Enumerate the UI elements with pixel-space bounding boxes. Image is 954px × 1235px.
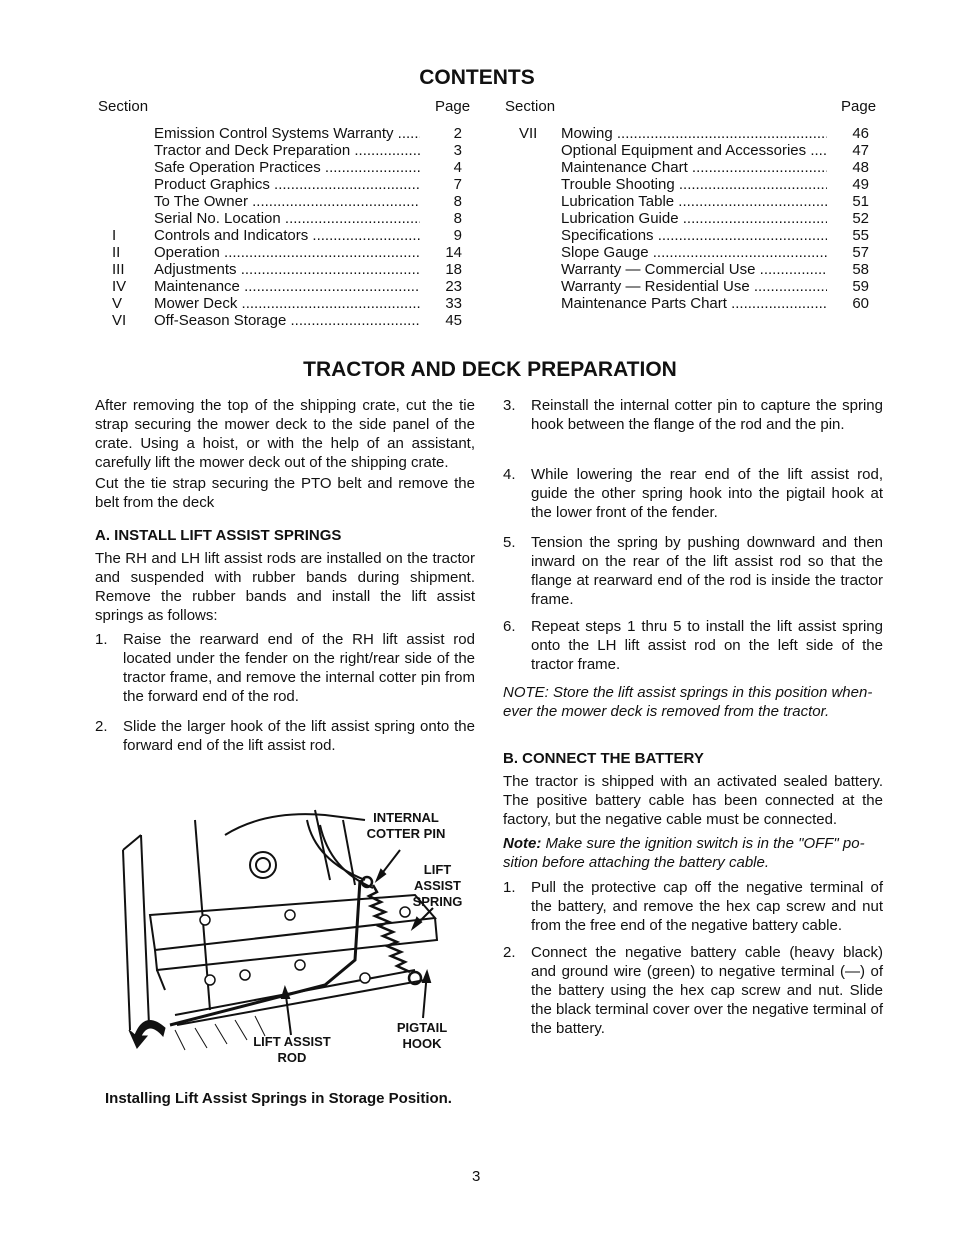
step-number: 2.: [503, 944, 516, 961]
toc-section-title: Specifications .....: [561, 227, 827, 244]
step-text: Repeat steps 1 thru 5 to install the lift assist spring onto the LH lift assist rod on the left side of the tractor frame.: [531, 618, 883, 673]
toc-section-title: Lubrication Table .....: [561, 193, 827, 210]
toc-section-title: Warranty — Commercial Use .....: [561, 261, 827, 278]
label-pigtail-hook: PIGTAIL HOOK: [396, 1020, 448, 1051]
toc-entry: [112, 159, 472, 176]
step-text: While lowering the rear end of the lift assist rod, guide the other spring hook into the pigtail hook at the lower front of the fender.: [531, 466, 883, 521]
step-number: 3.: [503, 397, 516, 414]
storage-note: NOTE: Store the lift assist springs in this position when-ever the mower deck is removed from the tractor.: [503, 684, 873, 720]
toc-section-title: Mowing .....: [561, 125, 827, 142]
toc-section-title: Maintenance Parts Chart .....: [561, 295, 827, 312]
toc-entry: [112, 142, 472, 159]
contents-title: CONTENTS: [419, 66, 535, 89]
step-text: Tension the spring by pushing downward and then inward on the rear of the lift assist rod so that the flange at rearward end of the rod is inside the tractor frame.: [531, 534, 883, 608]
toc-entry: [519, 227, 879, 244]
toc-section-number: II: [112, 244, 121, 261]
step-text: Connect the negative battery cable (heavy black) and ground wire (green) to negative terminal (—) of the battery using the hex cap screw and nut. Slide the black terminal cover over the negative terminal of the battery.: [531, 944, 883, 1037]
toc-entry: [519, 142, 879, 159]
label-lift-assist-rod: LIFT ASSIST ROD: [253, 1034, 331, 1065]
toc-page-number: 51: [852, 193, 869, 210]
step-text: Pull the protective cap off the negative terminal of the battery, and remove the hex cap screw and nut from the free end of the negative battery cable.: [531, 879, 883, 934]
page-number: 3: [472, 1168, 481, 1185]
prep-title: TRACTOR AND DECK PREPARATION: [303, 358, 677, 381]
intro-paragraph-1: After removing the top of the shipping crate, cut the tie strap securing the mower deck to the side panel of the crate. Using a hoist, or with the help of an assistant, carefully lift the mower deck out of the shipping crate.: [95, 397, 475, 471]
toc-section-title: Controls and Indicators .....: [154, 227, 420, 244]
figure-caption: Installing Lift Assist Springs in Storage Position.: [105, 1090, 452, 1107]
toc-entry: [112, 312, 472, 329]
toc-entry: [112, 244, 472, 261]
toc-section-title: Optional Equipment and Accessories .....: [561, 142, 827, 159]
section-a-intro: The RH and LH lift assist rods are installed on the tractor and suspended with rubber bands during shipment. Remove the rubber bands and install the lift assist springs as follows:: [95, 550, 475, 624]
toc-page-number: 33: [445, 295, 462, 312]
toc-entry: [112, 176, 472, 193]
toc-entry: [519, 244, 879, 261]
toc-section-title: To The Owner .....: [154, 193, 420, 210]
toc-section-title: Maintenance Chart .....: [561, 159, 827, 176]
toc-section-number: V: [112, 295, 123, 312]
toc-section-title: Slope Gauge .....: [561, 244, 827, 261]
toc-page-number: 55: [852, 227, 869, 244]
toc-entry: [519, 295, 879, 312]
toc-section-number: IV: [112, 278, 127, 295]
intro-paragraph-2: Cut the tie strap securing the PTO belt and remove the belt from the deck: [95, 475, 475, 511]
toc-page-number: 23: [445, 278, 462, 295]
toc-page-number: 2: [453, 125, 462, 142]
toc-section-title: Operation .....: [154, 244, 420, 261]
toc-page-number: 45: [445, 312, 462, 329]
toc-section-title: Adjustments .....: [154, 261, 420, 278]
toc-page-number: 49: [852, 176, 869, 193]
toc-page-number: 57: [852, 244, 869, 261]
toc-page-number: 7: [453, 176, 462, 193]
toc-page-number: 58: [852, 261, 869, 278]
label-lift-assist-spring: LIFT ASSIST SPRING: [412, 862, 463, 909]
toc-page-number: 48: [852, 159, 869, 176]
rotate-arrow-icon: [129, 1020, 165, 1048]
toc-page-number: 14: [445, 244, 462, 261]
toc-entry: [519, 125, 879, 142]
toc-page-number: 8: [453, 193, 462, 210]
toc-entry: [112, 261, 472, 278]
toc-entry: [112, 295, 472, 312]
toc-page-number: 46: [852, 125, 869, 142]
toc-section-title: Trouble Shooting .....: [561, 176, 827, 193]
toc-entry: [519, 193, 879, 210]
toc-left-section-label: Section: [98, 98, 149, 115]
toc-section-number: VI: [112, 312, 127, 329]
toc-section-title: Serial No. Location .....: [154, 210, 420, 227]
toc-page-number: 60: [852, 295, 869, 312]
toc-section-title: Product Graphics .....: [154, 176, 420, 193]
ignition-note: [503, 834, 883, 872]
toc-entry: [112, 278, 472, 295]
section-a-heading: A. INSTALL LIFT ASSIST SPRINGS: [95, 527, 342, 544]
toc-section-title: Warranty — Residential Use .....: [561, 278, 827, 295]
toc-entry: [112, 210, 472, 227]
step-text: Slide the larger hook of the lift assist spring onto the forward end of the lift assist rod.: [123, 718, 475, 754]
toc-page-number: 9: [453, 227, 462, 244]
toc-entry: [112, 227, 472, 244]
step-text: Raise the rearward end of the RH lift assist rod located under the fender on the right/rear side of the tractor frame, and remove the internal cotter pin from the forward end of the rod.: [123, 631, 475, 705]
toc-entry: [112, 193, 472, 210]
note-label: Note:: [503, 835, 542, 852]
toc-right-page-label: Page: [841, 98, 877, 115]
toc-entry: [519, 210, 879, 227]
toc-section-title: Safe Operation Practices .....: [154, 159, 420, 176]
toc-section-number: I: [112, 227, 117, 244]
toc-section-title: Lubrication Guide .....: [561, 210, 827, 227]
section-b-heading: B. CONNECT THE BATTERY: [503, 750, 704, 767]
toc-section-title: Emission Control Systems Warranty .....: [154, 125, 420, 142]
toc-page-number: 8: [453, 210, 462, 227]
step-number: 1.: [95, 631, 108, 648]
toc-section-number: III: [112, 261, 125, 278]
step-number: 5.: [503, 534, 516, 551]
step-number: 6.: [503, 618, 516, 635]
toc-page-number: 18: [445, 261, 462, 278]
step-number: 1.: [503, 879, 516, 896]
toc-section-title: Off-Season Storage .....: [154, 312, 420, 329]
section-b-intro: The tractor is shipped with an activated sealed battery. The positive battery cable has been connected at the factory, but the negative cable must be connected.: [503, 773, 883, 828]
toc-entry: [519, 278, 879, 295]
toc-entry: [112, 125, 472, 142]
toc-page-number: 59: [852, 278, 869, 295]
toc-page-number: 47: [852, 142, 869, 159]
toc-page-number: 4: [453, 159, 462, 176]
label-internal-cotter-pin: INTERNAL COTTER PIN: [366, 810, 446, 841]
toc-section-title: Maintenance .....: [154, 278, 420, 295]
toc-entry: [519, 261, 879, 278]
toc-section-title: Tractor and Deck Preparation .....: [154, 142, 420, 159]
toc-page-number: 52: [852, 210, 869, 227]
step-text: Reinstall the internal cotter pin to capture the spring hook between the flange of the rod and the pin.: [531, 397, 883, 433]
toc-right-section-label: Section: [505, 98, 556, 115]
toc-section-number: VII: [519, 125, 538, 142]
toc-right-column: [519, 125, 879, 325]
step-number: 2.: [95, 718, 108, 735]
note-text: Make sure the ignition switch is in the "OFF" po-sition before attaching the battery cable.: [503, 835, 865, 871]
toc-page-number: 3: [453, 142, 462, 159]
toc-left-column: [112, 125, 472, 335]
step-number: 4.: [503, 466, 516, 483]
toc-left-page-label: Page: [435, 98, 471, 115]
toc-entry: [519, 176, 879, 193]
toc-entry: [519, 159, 879, 176]
toc-section-title: Mower Deck .....: [154, 295, 420, 312]
